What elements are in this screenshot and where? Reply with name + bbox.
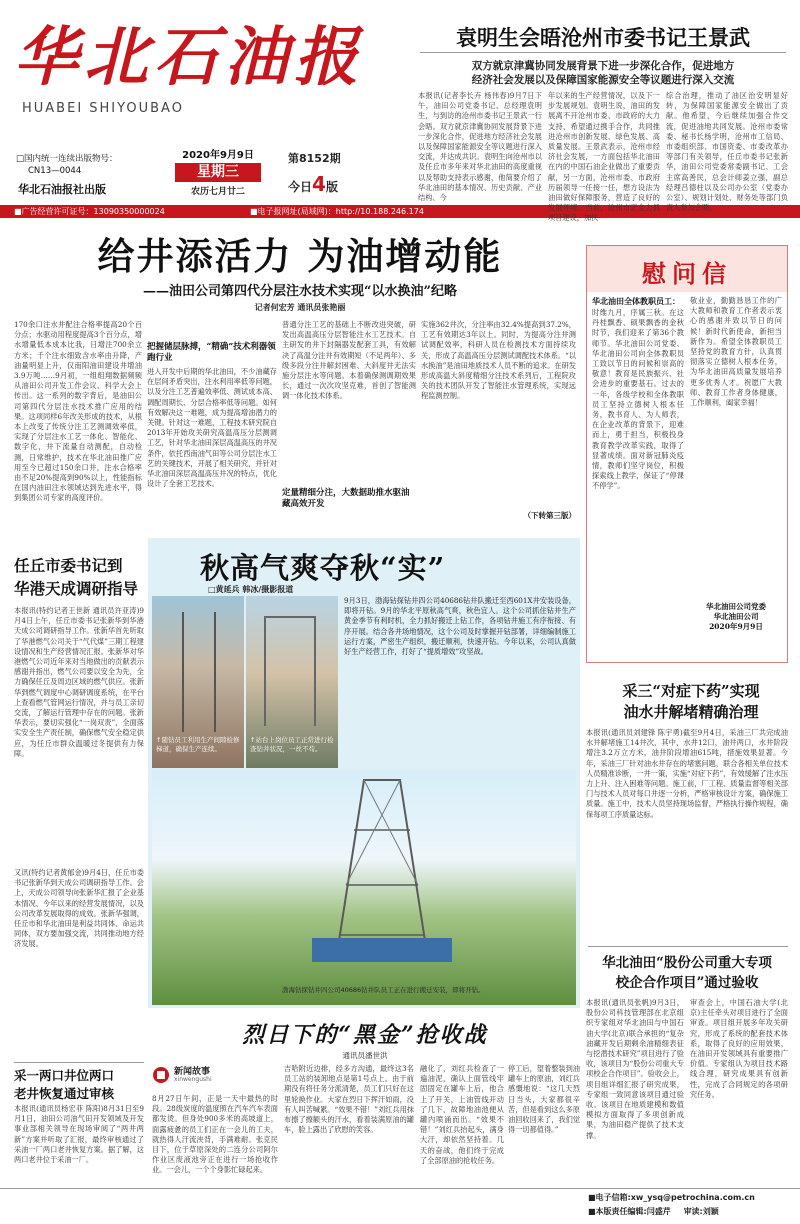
footer-email[interactable]: ■电子信箱:xw_ysq@petrochina.com.cn — [588, 1193, 755, 1202]
derrick-shape-2 — [264, 616, 316, 726]
issn-block — [16, 153, 146, 177]
left-bottom-body: 本报讯(通讯员杨宏菲 陈阳)8月31日至9月1日，油田公司油气田开发领域及开发事业部相关领导在现场审阅了“两井两新”方案并听取了汇报，最终审核通过了采油一厂两口老井恢复方案。据了解，这两口老井位于采油一厂。 — [14, 1104, 144, 1165]
right-story-1-title-2: 油水井解堵精确治理 — [623, 703, 759, 721]
feature-caption-2: ↑站台上岗位员工正常进行检查钻井状况，一丝不苟。 — [250, 736, 334, 753]
right-story-1-title-1: 采三“对症下药”实现 — [622, 682, 760, 700]
newspaper-title: 华北石油报 — [14, 20, 364, 95]
feature-body: 9月3日，渤海钻探钻井四公司40686钻井队搬迁至西601X井安装设备，即将开钻。9月的华北平原秋高气爽，秋色宜人。这个公司抓住钻井生产黄金季节有利时机，全力抓好搬迁上钻工作，各项钻井施工有序衔接、有序开展。结合各井场地情况，这个公司及时掌握开钻部署，详细编制施工运行方案，严密生产组织，搬迁顺利，快速开钻。今年以来，公司认真做好生产经营工作，打好了“提质增效”攻坚战。 — [344, 596, 576, 657]
right-story-2-title-1: 华北油田“股份公司重大专项 — [602, 955, 772, 971]
left-story-body: 本报讯(特约记者王世新 通讯员许亚涛)9月4日上午，任丘市委书记张新华到华港天成公司调研指导工作。张新华首先听取了华港燃气公司关于“气代煤”三期工程建设情况和生产经营情况汇报。张新华对华港燃气公司近年来对当地做出的贡献表示感谢并指出，燃气公司要以安全为先，全力确保任丘及周边区域的燃气供应。张新华到燃气调度中心调研调度系统，在平台上查看燃气管网运行情况，并与员工亲切交流，了解运行管理中存在的问题。张新华表示，要切实强化“一岗双责”，全面落实安全生产责任制，确保燃气安全稳定供应，为任丘市群众温暖过冬提供有力保障。 — [14, 606, 144, 758]
epaper-url[interactable]: ■电子报网址(局域网)：http://10.188.246.174 — [250, 207, 424, 216]
letter-signature-1: 华北油田公司党委 — [706, 602, 766, 611]
letter-date: 2020年9月9日 — [709, 622, 763, 631]
feature-caption-1: ↑随钻员工利用生产间隙检修梯道，确保生产连续。 — [156, 736, 240, 753]
left-bottom-rule — [14, 1062, 144, 1063]
bottom-feature-title: 烈日下的“黑金”抢收战 — [242, 1022, 488, 1048]
main-story-subhead-1: 把握储层脉搏，“精确”技术利器领跑行业 — [147, 342, 276, 363]
footer-editor — [588, 1206, 719, 1217]
right-story-2-body-2: 审查会上，中国石油大学(北京)主任牵头对项目进行了全面审查。项目组开展多年攻关研究，形成了系统的配套技术体系，取得了良好的应用效果，在油田开发领域具有重要推广价值。专家组认为项目技术路线合理，研究成果具有创新性，完成了合同规定的各项研究任务。 — [690, 998, 788, 1099]
bottom-feature-byline: 通讯员潘世洪 — [342, 1051, 388, 1060]
left-story-title-1: 任丘市委书记到 — [14, 556, 123, 575]
bottom-feature-col-4: 停工后，望着整装到油罐车上的原油，刘红兵感慨地说：“这几天烈日当头，大家都很辛苦，但是看到这么多原油回收回来了，我们觉得一切都值得。” — [508, 1064, 580, 1135]
main-story-col-3 — [282, 320, 416, 532]
page-count-prefix: 今日 — [288, 180, 313, 194]
news-story-badge-label: 新闻故事 — [174, 1067, 211, 1077]
top-story-rule — [420, 52, 786, 53]
issue-block — [288, 150, 358, 196]
letter-box — [586, 245, 788, 663]
footer-checker: 审读:刘颖 — [683, 1207, 719, 1216]
main-story-col-2 — [147, 320, 277, 532]
main-story-title: 给井添活力 为油增动能 — [97, 234, 503, 278]
main-story-col-4 — [421, 320, 576, 532]
right-story-2-rule — [588, 946, 788, 947]
letter-col-2-text: 敬业业，勤勤恳恳工作的广大教师和教育工作者表示衷心的感谢并致以节日的问候！新时代新使命，新担当新作为。希望全体教职员工坚持党的教育方针，认真贯彻落实立德树人根本任务，为华北油田高质量发展培养更多优秀人才。祝愿广大教师、教育工作者身体健康，工作顺利，阖家幸福！ — [690, 296, 782, 408]
letter-col-1: 时维九月，序属三秋。在这丹桂飘香、硕果飘香的金秋时节，我们迎来了第36个教师节。华北油田公司党委、华北油田公司向全体教职员工致以节日的问候和崇高的敬意！教育是民族振兴、社会进步的重要基石。过去的一年，各级学校和全体教职员工坚持立德树人根本任务，教书育人、为人师表，在企业改革的背景下，迎难而上，勇于担当，积极投身教育教学改革实践，取得了显著成绩。面对新冠肺炎疫情，教师们坚守岗位，积极探索线上教学，保证了“停课不停学”。 — [592, 308, 684, 491]
top-story-body-2: 年以来的生产经营情况，以及下一步发展规划。袁明生说，油田的发展离不开沧州市委、市政府的大力支持，希望通过携手合作，共同推进沧州市创新发展、绿色发展、高质量发展。王景武表示，沧州市经济社会发展，一方面包括华北油田在内的中国石油企业做出了重要贡献，另一方面，沧州市委、市政府历届领导一任接一任，想方设法为油田做好保障服务，营造了良好的发展环境。当前，沧州市正全力抓项目建设，加快 — [548, 91, 660, 223]
date-block — [150, 146, 286, 198]
main-story-col-1: 170余口注水井配注合格率提高20个百分点；水驱动用程度提高3个百分点，增水增量低本成本比我，日增注700余立方米；千个注水细致含水率由升降，产油量明显上升，仅南阳油田建设井增油3.9万吨……9月初，一组组翔数据频频从油田公司开发工作会议、科学大会上传出。这一系列的数字背后，是油田公司第四代分层注水技术推广应用的结果。这项同样6年改关形成的技术，从根本上改变了传统分注工艺测调效率低，实现了分层注水工艺一体化、智能化、数字化，井下流量自动测配，自动检测，日常维护，技术在华北油田推广应用至今已超过150余口井，注水合格率由不足20%提高到90%以上，性能指标在国内油田注水领域达到先进水平，得到集团公司专家的高度评价。 — [14, 320, 142, 503]
main-story-byline: 记者何宏芳 通讯员张艳丽 — [254, 303, 346, 312]
ad-license: ■广告经营许可证号：13090350000024 — [14, 207, 165, 216]
masthead-logo — [14, 18, 414, 100]
newspaper-title-pinyin: HUABEI SHIYOUBAO — [22, 101, 184, 116]
letter-title: 慰问信 — [642, 259, 732, 288]
lunar-date: 农历七月廿二 — [190, 187, 245, 197]
main-story-continued[interactable]: （下转第三版） — [523, 511, 576, 520]
left-bottom-title-1: 采一两口井位两口 — [14, 1068, 115, 1083]
page-count — [288, 172, 358, 196]
issn-number: CN13—0044 — [28, 166, 82, 176]
letter-signature-2: 华北油田公司 — [713, 612, 759, 621]
weekday: 星期三 — [175, 163, 261, 182]
top-story-subtitle-1: 双方就京津冀协同发展背景下进一步深化合作，促进地方 — [471, 60, 735, 72]
main-story-subtitle: ——油田公司第四代分层注水技术实现“以水换油”纪略 — [143, 284, 457, 299]
left-story-body-2: 又讯(特约记者黄郁金)9月4日，任丘市委书记张新华到天成公司调研指导工作。会上，天成公司领导向张新华汇报了企业基本情况、今年以来的经营发展情况，以及公司改革发展取得的成效。张新华强调，任丘市和华北油田是利益共同体、命运共同体，双方要加强交流，共同推动地方经济发展。 — [14, 868, 144, 949]
bottom-feature-col-1: 8月27日午间，正是一天中最热的时段。28级炭度的温度照在汽车汽车表面都发烫。但身处900多米的高坡道上，面露疲惫的员工们正在一会儿的工夫，就热得人汗流浃背，手满难耐。张克民目下，位于草原深处的二连分公司阿尔作业区废液池旁正在进行一场抢收作业。一会儿，一个个身影忙碌起来。 — [152, 1094, 278, 1175]
letter-body — [592, 296, 782, 658]
news-story-badge-pinyin: xinwengushi — [174, 1076, 212, 1083]
news-story-badge — [152, 1064, 252, 1088]
letter-greeting: 华北油田全体教职员工： — [592, 296, 680, 306]
issue-date: 2020年9月9日 — [182, 150, 254, 161]
feature-photo-1 — [152, 596, 244, 768]
top-story-title: 袁明生会晤沧州市委书记王景武 — [456, 25, 750, 50]
page-count-number: 4 — [312, 172, 326, 196]
issue-number: 第8152期 — [288, 152, 341, 165]
derrick-shape-1 — [182, 612, 216, 732]
main-story-col-4-text: 实施362井次，分注率由32.4%提高到37.2%，工艺有效期达3年以上。同时，为提高分注井测试调配效率，科研人员在检测技术方面持续攻关，形成了高温高压分层测试调配技术体系。“以水换油”是油田地质技术人员不断的追求。在研发形成高温大斜度精细分注技术系列后，工程院攻关的技术团队开发了智能注水管理系统，实现远程监测控制。 — [421, 320, 576, 401]
left-bottom-title-2: 老井恢复通过审核 — [14, 1086, 115, 1101]
issn-label: □国内统一连续出版物号： — [16, 154, 118, 164]
footer-rule — [0, 1188, 800, 1189]
page-count-suffix: 版 — [325, 180, 338, 194]
letter-col-2 — [690, 296, 782, 654]
top-story-body-3: 综合治理，推动了油区治安明显好转，为保障国家能源安全做出了贡献。他希望，今后继续加强合作交流，促进油地共同发展。沧州市委常委、秘书长杨学明，沧州市工信局、市委组织部、市国资委、市委改革办等部门有关领导，任丘市委书记张新华，油田公司党委常委副书记、工会主席高善民，总会计师姜立强，副总经理吕德柱以及公司办公室（党委办公室）、规划计划处、财务处等部门负责人参加会晤。 — [666, 91, 788, 213]
main-story-col-3-text: 普通分注工艺的基础上不断改进突破，研发出高温高压分层智能注水工艺技术。自主研发的井下封隔器发配套工具，有效解决了高温分注井有效期短（不足两年）、多级多段分注井解封困难、大斜度井无法实施分层注水等问题。本着确保测调期效果长，通过一次次攻坚克难，首创了智能测调一体化技术体系。 — [282, 320, 416, 401]
main-story-col-2-text: 进入开发中后期的华北油田，不少油藏存在层间矛盾突出，注水利用率低等问题，以及分注工艺普遍效率低、测试成本高、调配周期长、分层合格率低等问题。如何有效解决这一难题，成为提高增油潜力的关键。针对这一难题，工程技术研究院自2013年开始攻关研究高温高压分层测调工艺，针对华北油田深层高温高压的井况条件，依托西南油气田等公司分层注水工艺的关键技术，开展了相关研究，并针对华北油田深层高温高压井况的特点，优化设计了全套工艺技术。 — [147, 367, 277, 489]
right-story-2-body: 本报讯(通讯员张帆)9月3日，股份公司科技管理部在北京组织专家组对华北油田与中国石油大学(北京)联合承担的“复杂油藏开发后期剩余油精细表征与挖潜技术研究”项目进行了验收，该项目为“股份公司重大专项校企合作项目”。验收会上，项目组详细汇报了研究成果，专家组一致同意该项目通过验收。该项目在地质建模和数值模拟方面取得了多项创新成果，为油田稳产提供了技术支撑。 — [586, 998, 684, 1140]
right-story-2-title-2: 校企合作项目”通过验收 — [615, 975, 759, 991]
main-story-subhead-2: 定量精细分注，大数据助推水驱油藏高效开发 — [282, 488, 410, 509]
feature-title: 秋高气爽夺秋“实” — [200, 551, 446, 585]
top-story-subtitle-2: 经济社会发展以及保障国家能源安全等议题进行深入交流 — [471, 74, 735, 86]
publisher: 华北石油报社出版 — [18, 183, 106, 196]
feature-photo-2 — [246, 596, 338, 768]
bottom-feature-col-2: 吉哈附近边排，经多方沟通，最终这3名员工站的装卸地点是第1号点上。由于前期没有将任务分派清楚，员工们只好在这里轮换作业。大家在烈日下挥汗如雨，没有人叫苦喊累。“效果不错！”刘红兵用抹布擦了擦额头的汗水，看着装满原油的罐车，脸上露出了欣慰的笑容。 — [284, 1064, 414, 1135]
feature-byline: □黄延兵 韩冰/摄影报道 — [208, 585, 294, 594]
bottom-feature-col-3: 融化了，刘红兵检查了一遍油泥，确认上面管线牢固固定在罐车上后，他合上了开关，上油管线开动了几下，故障地油池便从罐内喷涌而出。“效果不错！”刘红兵抬起头，满身大汗，却依然坚持着。几天的奋战，他们终于完成了全部原油的抢收任务。 — [420, 1064, 504, 1165]
right-story-1-body: 本报讯(通讯员刘建锋 陈宇勇)截至9月4日，采油三厂共完成油水井解堵施工14井次，其中，水井12口，油井两口，水井阶段增注3.2万立方米，油井阶段增油615吨，措施效果显著。今年，采油三厂针对油水井存在的堵塞问题，联合各相关单位技术人员精准诊断，一井一策，实施“对症下药”，有效缓解了注水压力上升、注入困难等问题。施工前，厂工程、质量监督等相关部门与技术人员对每口井逐一分析，严格审核设计方案，确保施工质量。施工中，技术人员坚持现场监督，严格执行操作规程，确保每项工序质量达标。 — [586, 728, 788, 819]
top-story-body-1: 本报讯(记者李长卉 杨伟春)9月7日下午，油田公司党委书记、总经理袁明生，与到访的沧州市委书记王景武一行会晤。双方就京津冀协同发展背景下进一步深化合作，促进地方经济社会发展以及保障国家能源安全等议题进行深入交流，并达成共识。袁明生向沧州市以及任丘市多年来对华北油田的高度重视以及帮助支持表示感谢，他简要介绍了华北油田的基本情况、历史贡献、产业结构、今 — [418, 91, 542, 203]
feature-caption-3: 渤海钻探钻井四公司40686钻井队员工正在进行搬迁安装，即将开钻。 — [282, 986, 485, 994]
oil-derrick-illustration — [302, 770, 462, 970]
footer-editor-name: ■本版责任编辑:闫盛芹 — [588, 1207, 671, 1216]
left-story-title-2: 华港天成调研指导 — [14, 579, 139, 598]
feature-photo-main — [152, 770, 576, 1005]
news-story-icon — [152, 1066, 170, 1084]
